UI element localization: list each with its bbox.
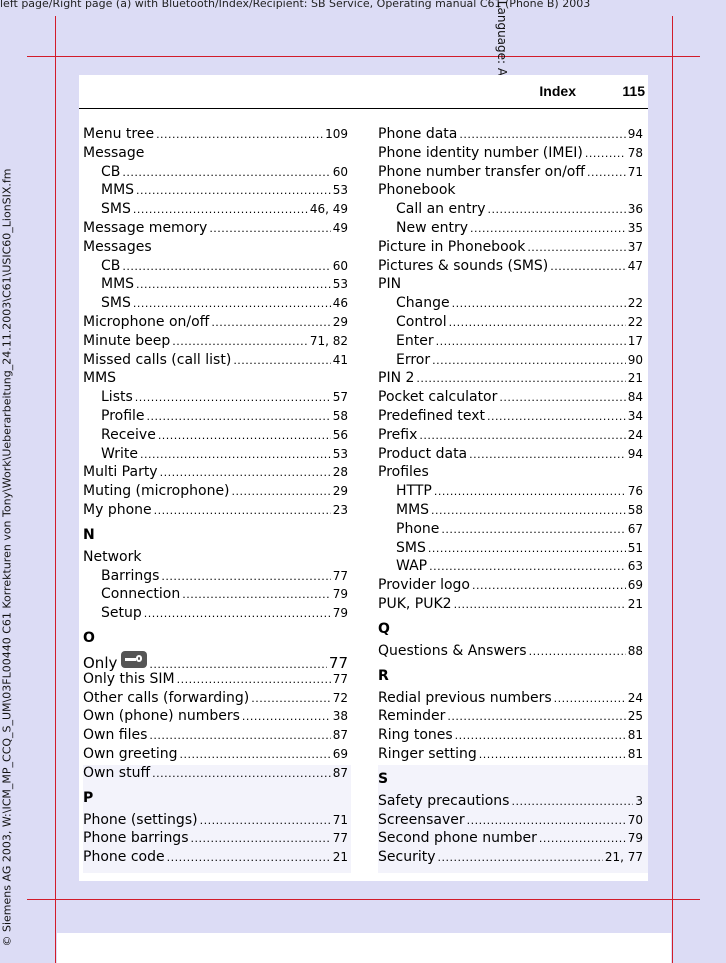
leader-dots xyxy=(431,502,626,521)
page-reference: 77 xyxy=(332,568,348,583)
page-reference: 71 xyxy=(627,164,643,179)
entry-text: Prefix xyxy=(378,426,418,443)
leader-dots xyxy=(135,389,331,408)
entry-text: Lists xyxy=(101,389,133,406)
index-subentry xyxy=(378,501,643,520)
index-subentry xyxy=(83,604,348,623)
page-reference: 24 xyxy=(627,427,643,442)
index-letter-heading: N xyxy=(83,526,95,543)
index-entry xyxy=(378,642,643,661)
entry-text: Questions & Answers xyxy=(378,642,527,659)
entry-text: Own greeting xyxy=(83,745,178,762)
page-reference: 88 xyxy=(627,643,643,658)
leader-dots xyxy=(469,446,626,465)
index-subentry xyxy=(378,219,643,238)
leader-dots xyxy=(511,793,633,812)
page-reference: 60 xyxy=(332,258,348,273)
index-subentry xyxy=(83,585,348,604)
index-entry xyxy=(378,369,643,388)
page-reference: 28 xyxy=(332,465,348,480)
leader-dots xyxy=(158,427,331,446)
index-entry xyxy=(378,792,643,811)
entry-text: SMS xyxy=(396,539,426,556)
leader-dots xyxy=(154,502,331,521)
index-entry xyxy=(378,426,643,445)
leader-dots xyxy=(449,314,626,333)
page-reference: 79 xyxy=(332,587,348,602)
page-reference: 70 xyxy=(627,812,643,827)
page-reference: 21, 77 xyxy=(604,850,643,865)
index-entry xyxy=(83,670,348,689)
entry-text: HTTP xyxy=(396,483,432,500)
entry-text: Second phone number xyxy=(378,830,537,847)
index-entry xyxy=(83,651,348,670)
entry-text: Phonebook xyxy=(378,182,456,199)
leader-dots xyxy=(467,812,626,831)
page-reference: 37 xyxy=(627,239,643,254)
page-reference: 79 xyxy=(627,831,643,846)
index-entry xyxy=(378,463,643,482)
leader-dots xyxy=(177,671,331,690)
index-subentry xyxy=(378,482,643,501)
page-reference: 84 xyxy=(627,390,643,405)
entry-text: Error xyxy=(396,351,431,368)
entry-text: Profiles xyxy=(378,464,429,481)
index-subentry xyxy=(83,200,348,219)
entry-text: Setup xyxy=(101,605,142,622)
leader-dots xyxy=(156,126,323,145)
entry-text: Phone identity number (IMEI) xyxy=(378,144,583,161)
entry-text: Only this SIM xyxy=(83,670,175,687)
page-reference: 71 xyxy=(332,812,348,827)
entry-text: Product data xyxy=(378,445,468,462)
index-entry xyxy=(378,238,643,257)
index-letter-heading: O xyxy=(83,629,95,646)
index-subentry xyxy=(83,163,348,182)
leader-dots xyxy=(472,577,626,596)
entry-text: Multi Party xyxy=(83,464,158,481)
page-reference: 25 xyxy=(627,709,643,724)
entry-text: SMS xyxy=(101,201,131,218)
leader-dots xyxy=(209,220,330,239)
entry-text: MMS xyxy=(101,182,135,199)
leader-dots xyxy=(527,239,625,258)
leader-dots xyxy=(152,765,331,784)
index-entry xyxy=(378,388,643,407)
entry-text: New entry xyxy=(396,219,469,236)
key-lock-icon xyxy=(121,651,147,668)
index-entry xyxy=(378,257,643,276)
index-subentry xyxy=(83,407,348,426)
entry-text: Own stuff xyxy=(83,764,151,781)
leader-dots xyxy=(432,352,626,371)
entry-text: Profile xyxy=(101,407,145,424)
leader-dots xyxy=(429,558,626,577)
index-page xyxy=(79,75,648,881)
index-subentry xyxy=(378,520,643,539)
index-entry xyxy=(378,181,643,200)
page-reference: 46 xyxy=(332,296,348,311)
page-header xyxy=(79,75,648,109)
index-entry xyxy=(83,219,348,238)
index-subentry xyxy=(83,426,348,445)
index-column-right xyxy=(378,125,643,867)
page-reference: 21 xyxy=(332,850,348,865)
page-reference: 46, 49 xyxy=(309,202,348,217)
index-subentry xyxy=(83,257,348,276)
entry-text: Message xyxy=(83,144,145,161)
index-entry xyxy=(378,811,643,830)
entry-text: Ringer setting xyxy=(378,745,477,762)
page-reference: 29 xyxy=(332,484,348,499)
page-reference: 47 xyxy=(627,258,643,273)
entry-text: Own (phone) numbers xyxy=(83,708,240,725)
entry-text: Menu tree xyxy=(83,126,155,142)
page-reference: 71, 82 xyxy=(309,333,348,348)
index-subentry xyxy=(83,388,348,407)
index-column-left xyxy=(83,125,348,867)
leader-dots xyxy=(529,643,626,662)
leader-dots xyxy=(149,727,330,746)
leader-dots xyxy=(438,849,603,868)
leader-dots xyxy=(122,164,330,183)
leader-dots xyxy=(428,540,626,559)
page-reference: 69 xyxy=(627,578,643,593)
page-reference: 81 xyxy=(627,728,643,743)
leader-dots xyxy=(488,201,626,220)
page-reference: 87 xyxy=(332,728,348,743)
entry-text: Reminder xyxy=(378,708,446,725)
crop-line-right xyxy=(672,16,673,963)
index-entry xyxy=(83,745,348,764)
index-subentry xyxy=(83,275,348,294)
leader-dots xyxy=(470,220,626,239)
entry-text: Picture in Phonebook xyxy=(378,238,526,255)
page-reference: 57 xyxy=(332,390,348,405)
entry-text: Safety precautions xyxy=(378,792,510,809)
index-entry xyxy=(378,829,643,848)
entry-text: Pictures & sounds (SMS) xyxy=(378,257,549,274)
index-letter-heading: S xyxy=(378,770,389,787)
entry-text: Enter xyxy=(396,332,434,349)
page-reference: 60 xyxy=(332,164,348,179)
leader-dots xyxy=(160,464,331,483)
entry-text: Redial previous numbers xyxy=(378,689,552,706)
leader-dots xyxy=(172,333,308,352)
leader-dots xyxy=(180,746,331,765)
leader-dots xyxy=(144,605,331,624)
index-entry xyxy=(83,144,348,163)
bottom-margin-block xyxy=(57,933,671,963)
index-entry xyxy=(83,125,348,144)
leader-dots xyxy=(161,568,330,587)
leader-dots xyxy=(550,258,625,277)
entry-text: Pocket calculator xyxy=(378,389,498,406)
index-subentry xyxy=(378,539,643,558)
entry-text: Other calls (forwarding) xyxy=(83,689,250,706)
leader-dots xyxy=(251,690,330,709)
page-reference: 49 xyxy=(332,220,348,235)
entry-text: Call an entry xyxy=(396,201,486,218)
page-reference: 87 xyxy=(332,765,348,780)
page-reference: 109 xyxy=(325,127,348,141)
index-entry xyxy=(378,689,643,708)
page-reference: 77 xyxy=(328,653,348,672)
leader-dots xyxy=(539,830,626,849)
crop-line-bottom xyxy=(27,899,700,900)
index-entry xyxy=(83,764,348,783)
leader-dots xyxy=(436,333,626,352)
page-reference: 17 xyxy=(627,333,643,348)
leader-dots xyxy=(452,295,626,314)
index-entry xyxy=(83,238,348,257)
index-subentry xyxy=(83,445,348,464)
index-entry xyxy=(83,726,348,745)
index-entry xyxy=(378,275,643,294)
index-entry xyxy=(83,463,348,482)
page-reference: 67 xyxy=(627,521,643,536)
entry-text: Microphone on/off xyxy=(83,313,210,330)
page-reference: 77 xyxy=(332,831,348,846)
crop-line-top xyxy=(27,56,700,57)
leader-dots xyxy=(587,164,626,183)
index-subentry xyxy=(83,294,348,313)
entry-text: Receive xyxy=(101,426,156,443)
index-letter-heading: Q xyxy=(378,620,390,637)
leader-dots xyxy=(232,483,331,502)
leader-dots xyxy=(585,145,626,164)
entry-text: Provider logo xyxy=(378,577,470,594)
leader-dots xyxy=(133,201,308,220)
leader-dots xyxy=(455,727,626,746)
page-title: Index xyxy=(539,83,576,99)
page-reference: 79 xyxy=(332,606,348,621)
page-reference: 22 xyxy=(627,296,643,311)
leader-dots xyxy=(454,596,626,615)
index-subentry xyxy=(378,294,643,313)
leader-dots xyxy=(167,849,331,868)
index-entry xyxy=(378,407,643,426)
page-reference: 34 xyxy=(627,408,643,423)
entry-text: Barrings xyxy=(101,567,160,584)
entry-text: Phone (settings) xyxy=(83,811,198,828)
index-letter-heading: P xyxy=(83,789,94,806)
page-reference: 78 xyxy=(627,145,643,160)
page-reference: 41 xyxy=(332,352,348,367)
entry-text: Messages xyxy=(83,238,152,255)
page-number: 115 xyxy=(622,83,645,99)
page-reference: 69 xyxy=(332,746,348,761)
entry-text: MMS xyxy=(83,370,117,387)
entry-text: Minute beep xyxy=(83,332,171,349)
index-entry xyxy=(83,707,348,726)
page-reference: 29 xyxy=(332,314,348,329)
entry-text: Write xyxy=(101,445,138,462)
index-subentry xyxy=(378,200,643,219)
page-reference: 3 xyxy=(635,793,643,808)
leader-dots xyxy=(416,370,625,389)
leader-dots xyxy=(459,126,625,145)
index-subentry xyxy=(83,567,348,586)
index-entry xyxy=(83,313,348,332)
entry-text: Connection xyxy=(101,586,181,603)
entry-text: Phone code xyxy=(83,849,165,866)
running-header-text: left page/Right page (a) with Bluetooth/Index/Recipient: SB Service, Operating manual C61 (Phone B) 2003 xyxy=(0,0,591,10)
page-reference: 22 xyxy=(627,314,643,329)
leader-dots xyxy=(191,830,331,849)
leader-dots xyxy=(242,708,331,727)
leader-dots xyxy=(182,586,331,605)
leader-dots xyxy=(434,483,626,502)
leader-dots xyxy=(233,352,330,371)
entry-text: Change xyxy=(396,295,450,312)
index-entry xyxy=(83,369,348,388)
index-entry xyxy=(83,689,348,708)
index-entry xyxy=(378,576,643,595)
leader-dots xyxy=(479,746,626,765)
page-reference: 77 xyxy=(332,671,348,686)
leader-dots xyxy=(136,182,331,201)
leader-dots xyxy=(140,446,331,465)
crop-line-left xyxy=(55,16,56,963)
leader-dots xyxy=(554,690,626,709)
page-reference: 53 xyxy=(332,183,348,198)
page-reference: 94 xyxy=(627,127,643,141)
page-reference: 72 xyxy=(332,690,348,705)
entry-text: PUK, PUK2 xyxy=(378,595,452,612)
entry-text: PIN xyxy=(378,276,402,293)
entry-text: PIN 2 xyxy=(378,370,415,387)
entry-text: Phone data xyxy=(378,126,458,142)
index-entry xyxy=(378,125,643,144)
page-reference: 51 xyxy=(627,540,643,555)
page-reference: 76 xyxy=(627,484,643,499)
index-entry xyxy=(83,482,348,501)
page-reference: 94 xyxy=(627,446,643,461)
leader-dots xyxy=(147,408,331,427)
index-entry xyxy=(378,707,643,726)
index-entry xyxy=(378,144,643,163)
page-reference: 58 xyxy=(627,502,643,517)
leader-dots xyxy=(200,812,331,831)
index-entry xyxy=(378,726,643,745)
page-reference: 21 xyxy=(627,371,643,386)
entry-text: SMS xyxy=(101,295,131,312)
index-entry xyxy=(378,848,643,867)
index-subentry xyxy=(378,313,643,332)
index-entry xyxy=(83,811,348,830)
page-reference: 38 xyxy=(332,709,348,724)
page-reference: 23 xyxy=(332,502,348,517)
leader-dots xyxy=(122,258,330,277)
index-entry xyxy=(83,351,348,370)
entry-text: MMS xyxy=(101,276,135,293)
index-entry xyxy=(83,829,348,848)
file-path-sidebar: © Siemens AG 2003, W:\ICM_MP_CCQ_S_UM\03FL00440 C61 Korrekturen von Tony\Work\Ueberarbeitung_24.11.2003\C61\USIC60_LionSIX.fm xyxy=(0,168,14,947)
entry-text: Security xyxy=(378,849,436,866)
leader-dots xyxy=(419,427,625,446)
entry-text: CB xyxy=(101,257,121,274)
page-reference: 24 xyxy=(627,690,643,705)
page-reference: 53 xyxy=(332,277,348,292)
index-entry xyxy=(83,501,348,520)
entry-text: Predefined text xyxy=(378,407,486,424)
entry-text: Ring tones xyxy=(378,727,453,744)
entry-text: Network xyxy=(83,548,142,565)
entry-text: CB xyxy=(101,163,121,180)
entry-text: WAP xyxy=(396,558,428,575)
page-reference: 81 xyxy=(627,746,643,761)
entry-text: Screensaver xyxy=(378,811,465,828)
entry-text: Muting (microphone) xyxy=(83,483,230,500)
page-reference: 56 xyxy=(332,427,348,442)
index-entry xyxy=(378,163,643,182)
index-subentry xyxy=(83,181,348,200)
leader-dots xyxy=(136,276,331,295)
entry-text: Only xyxy=(83,653,118,672)
leader-dots xyxy=(133,295,331,314)
index-entry xyxy=(83,848,348,867)
page-reference: 58 xyxy=(332,408,348,423)
index-entry xyxy=(378,595,643,614)
index-subentry xyxy=(378,557,643,576)
entry-text: Control xyxy=(396,313,447,330)
index-entry xyxy=(378,745,643,764)
index-letter-heading: R xyxy=(378,667,389,684)
leader-dots xyxy=(499,389,625,408)
leader-dots xyxy=(447,708,625,727)
leader-dots xyxy=(441,521,625,540)
entry-text: Phone barrings xyxy=(83,830,189,847)
page-reference: 90 xyxy=(627,352,643,367)
page-reference: 36 xyxy=(627,202,643,217)
index-entry xyxy=(83,548,348,567)
index-subentry xyxy=(378,332,643,351)
entry-text: Phone xyxy=(396,520,440,537)
page-reference: 53 xyxy=(332,446,348,461)
leader-dots xyxy=(487,408,626,427)
entry-text: My phone xyxy=(83,501,152,518)
entry-text: Own files xyxy=(83,727,148,744)
entry-text: Phone number transfer on/off xyxy=(378,163,586,180)
page-reference: 21 xyxy=(627,596,643,611)
entry-text: MMS xyxy=(396,501,430,518)
leader-dots xyxy=(211,314,330,333)
page-reference: 63 xyxy=(627,559,643,574)
index-entry xyxy=(83,332,348,351)
entry-text: Message memory xyxy=(83,219,208,236)
index-subentry xyxy=(378,351,643,370)
page-reference: 35 xyxy=(627,220,643,235)
index-entry xyxy=(378,445,643,464)
entry-text: Missed calls (call list) xyxy=(83,351,232,368)
